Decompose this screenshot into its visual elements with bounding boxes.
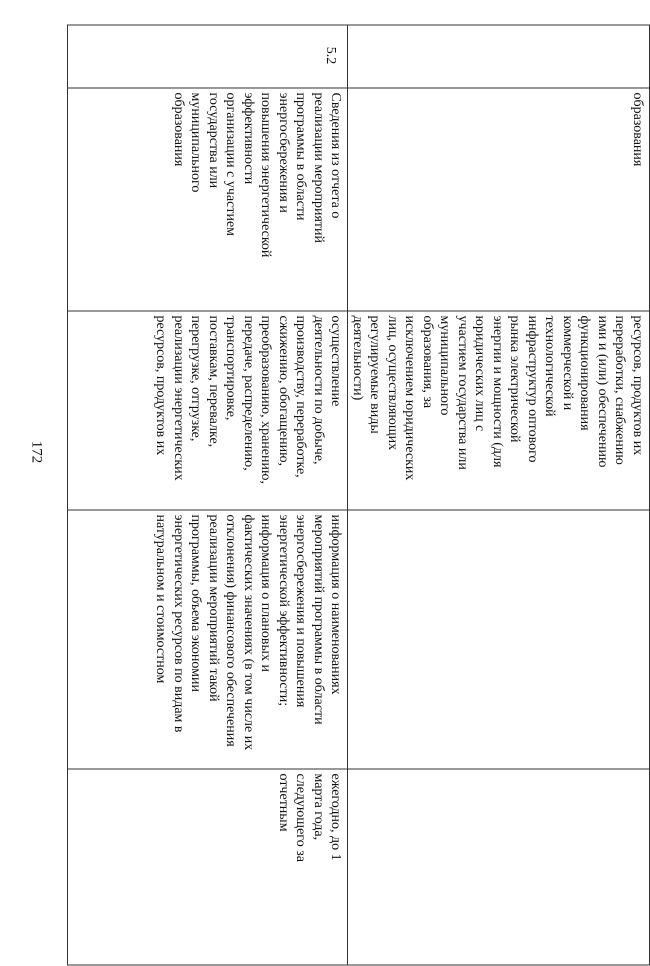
text-line: эффективности xyxy=(240,93,258,305)
text-line: муниципального xyxy=(187,93,205,305)
text-line: реализации энергетических xyxy=(170,316,188,504)
text-line: сжижению, обогащению, xyxy=(275,316,293,504)
text-line: реализации мероприятий xyxy=(310,93,328,305)
text-line: осуществление xyxy=(327,316,345,504)
text-line: муниципального xyxy=(436,316,454,504)
text-line: энергосбережения и xyxy=(275,93,293,305)
deadline-cell xyxy=(68,769,348,965)
information-content-cell xyxy=(348,510,650,769)
text-line: программы в области xyxy=(292,93,310,305)
text-line: марта года, xyxy=(310,774,328,959)
text-line: государства или xyxy=(205,93,223,305)
row-number-cell xyxy=(348,25,650,88)
organization-scope-cell xyxy=(68,311,348,510)
text-line: информация о наименованиях xyxy=(327,515,345,763)
text-line: поставкам, перевалке, xyxy=(205,316,223,504)
text-line: натуральном и стоимостном xyxy=(152,515,170,763)
text-line: энергосбережения и повышения xyxy=(292,515,310,763)
text-line: перегрузке, отгрузке, xyxy=(187,316,205,504)
text-line: информация о плановых и xyxy=(257,515,275,763)
text-line: образования, за xyxy=(419,316,437,504)
text-line: отклонения) финансового обеспечения xyxy=(222,515,240,763)
text-line: коммерческой и xyxy=(559,316,577,504)
text-line: отчетным xyxy=(275,774,293,959)
text-line: энергетических ресурсов по видам в xyxy=(170,515,188,763)
text-line: деятельности) xyxy=(349,316,367,504)
text-line: лиц, осуществляющих xyxy=(384,316,402,504)
text-line: реализации мероприятий такой xyxy=(205,515,223,763)
text-line: рынка электрической xyxy=(506,316,524,504)
deadline-cell xyxy=(348,769,650,965)
row-number-cell xyxy=(68,25,348,88)
text-line: участием государства или xyxy=(454,316,472,504)
text-line: образования xyxy=(170,93,188,305)
text-line: ежегодно, до 1 xyxy=(327,774,345,959)
text-line: ими и (или) обеспечению xyxy=(594,316,612,504)
row-number: 5.2 xyxy=(324,47,339,65)
text-line: следующего за xyxy=(292,774,310,959)
text-line: организации с участием xyxy=(222,93,240,305)
text-line: повышения энергетической xyxy=(257,93,275,305)
table-row xyxy=(68,25,348,965)
indicator-name-cell xyxy=(68,88,348,311)
text-line: деятельности по добыче, xyxy=(310,316,328,504)
page-number: 172 xyxy=(28,441,45,464)
text-line: Сведения из отчета о xyxy=(327,93,345,305)
text-line: переработки, снабжению xyxy=(611,316,629,504)
text-line: мероприятий программы в области xyxy=(310,515,328,763)
text-line: инфраструктур оптового xyxy=(524,316,542,504)
information-content-cell xyxy=(68,510,348,769)
text-line: ресурсов, продуктов их xyxy=(629,316,647,504)
table-row xyxy=(348,25,650,965)
text-line: преобразованию, хранению, xyxy=(257,316,275,504)
organization-scope-cell xyxy=(348,311,650,510)
text-line: юридических лиц с xyxy=(471,316,489,504)
text-line: энергии и мощности (для xyxy=(489,316,507,504)
text-line: технологической xyxy=(541,316,559,504)
text-line: ресурсов, продуктов их xyxy=(152,316,170,504)
text-line: исключением юридических xyxy=(401,316,419,504)
text-line: функционирования xyxy=(576,316,594,504)
text-line: транспортировке, xyxy=(222,316,240,504)
text-line: фактических значениях (в том числе их xyxy=(240,515,258,763)
text-line: передаче, распределению, xyxy=(240,316,258,504)
text-line: образования xyxy=(629,93,647,305)
text-line: производству, переработке, xyxy=(292,316,310,504)
text-line: энергетической эффективности; xyxy=(275,515,293,763)
rotated-table-sheet xyxy=(80,25,650,910)
text-line: регулируемые виды xyxy=(366,316,384,504)
indicator-name-cell xyxy=(348,88,650,311)
text-line: программы, объема экономии xyxy=(187,515,205,763)
data-table xyxy=(68,25,650,966)
